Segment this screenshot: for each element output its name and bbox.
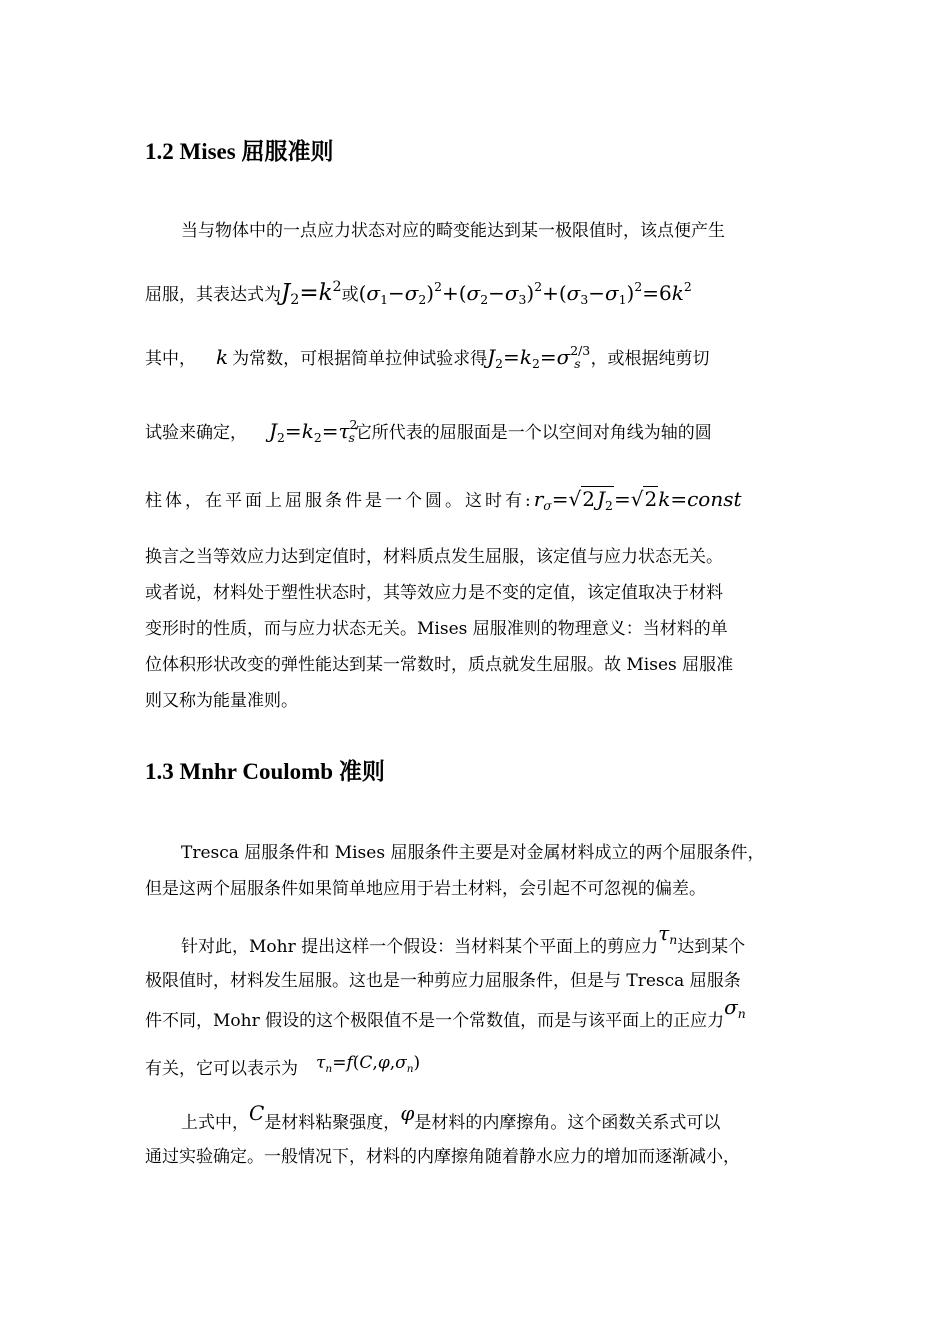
text-run: 是材料粘聚强度， xyxy=(264,1113,401,1133)
section-heading-mises: 1.2 Mises 屈服准则 xyxy=(145,139,334,164)
paragraph-line: 变形时的性质，而与应力状态无关。Mises 屈服准则的物理意义：当材料的单 xyxy=(145,619,728,639)
formula-tau-n: $\tau_n$ xyxy=(658,921,678,947)
formula-r-sigma: $r_\sigma=√2$ $J_2=√2k=const$ xyxy=(533,487,742,513)
paragraph-line: 则又称为能量准则。 xyxy=(145,691,298,711)
paragraph-line: 当与物体中的一点应力状态对应的畸变能达到某一极限值时，该点便产生 xyxy=(181,221,725,241)
text-run: 或 xyxy=(341,285,359,305)
text-run: ，或根据纯剪切 xyxy=(590,349,710,369)
formula-shear-yield: $J_2=k_2=\tau^2_s$ xyxy=(269,417,358,445)
formula-c: C xyxy=(249,1101,265,1125)
paragraph-line-with-formula xyxy=(181,1101,721,1134)
paragraph-line: 极限值时，材料发生屈服。这也是一种剪应力屈服条件，但是与 Tresca 屈服条 xyxy=(145,971,741,991)
formula-sigma-n: $\sigma_n$ xyxy=(724,995,746,1021)
text-run: 柱体，在平面上屈服条件是一个圆。这时有: xyxy=(145,491,534,511)
paragraph-line: 位体积形状改变的弹性能达到某一常数时，质点就发生屈服。故 Mises 屈服准 xyxy=(145,655,734,675)
formula-k: k xyxy=(216,345,229,369)
text-run: 试验来确定， xyxy=(145,423,247,443)
text-run: 上式中， xyxy=(181,1113,249,1133)
text-run: 件不同，Mohr 假设的这个极限值不是一个常数值，而是与该平面上的正应力 xyxy=(145,1011,725,1031)
text-run: 其中， xyxy=(145,349,196,369)
paragraph-line-with-formula xyxy=(145,488,742,517)
paragraph-line-with-formula xyxy=(145,340,710,375)
paragraph-line-with-formula xyxy=(145,414,712,449)
text-run: 达到某个 xyxy=(677,937,746,957)
text-run: 针对此，Mohr 提出这样一个假设：当材料某个平面上的剪应力 xyxy=(181,937,659,957)
text-run: 是材料的内摩擦角。这个函数关系式可以 xyxy=(414,1113,721,1133)
text-run: 为常数，可根据简单拉伸试验求得 xyxy=(232,349,488,369)
paragraph-line-with-formula xyxy=(145,995,746,1037)
paragraph-line: 或者说，材料处于塑性状态时，其等效应力是不变的定值，该定值取决于材料 xyxy=(145,583,723,603)
formula-mohr-function: $\tau_n=f(C,\varphi,\sigma_n)$ xyxy=(316,1053,421,1075)
paragraph-line-with-formula xyxy=(181,921,746,963)
formula-j2-k2: $J_2=k^2$ xyxy=(281,279,342,308)
text-run: 有关，它可以表示为 xyxy=(145,1059,298,1079)
paragraph-line-with-formula xyxy=(145,1053,421,1086)
paragraph-line: 通过实验确定。一般情况下，材料的内摩擦角随着静水应力的增加而逐渐减小， xyxy=(145,1147,740,1167)
paragraph-line: 但是这两个屈服条件如果简单地应用于岩土材料，会引起不可忽视的偏差。 xyxy=(145,879,706,899)
text-run: 它所代表的屈服面是一个以空间对角线为轴的圆 xyxy=(354,423,712,443)
paragraph-line: 换言之当等效应力达到定值时，材料质点发生屈服，该定值与应力状态无关。 xyxy=(145,547,723,567)
text-run: 屈服，其表达式为 xyxy=(145,285,281,305)
section-heading-mohr-coulomb: 1.3 Mnhr Coulomb 准则 xyxy=(145,759,385,784)
paragraph-line: Tresca 屈服条件和 Mises 屈服条件主要是对金属材料成立的两个屈服条件， xyxy=(181,843,765,863)
paragraph-line-with-formula xyxy=(145,276,692,311)
formula-tension-yield: $J_2=k_2=\sigma^{2/3}_s$ xyxy=(487,343,591,371)
formula-mises-principal: $(\sigma_1-\sigma_2)^2+(\sigma_2-\sigma_3)^2+(\sigma_3-\sigma_1)^2=6k^2$ xyxy=(358,279,692,307)
formula-phi: φ xyxy=(400,1101,415,1125)
